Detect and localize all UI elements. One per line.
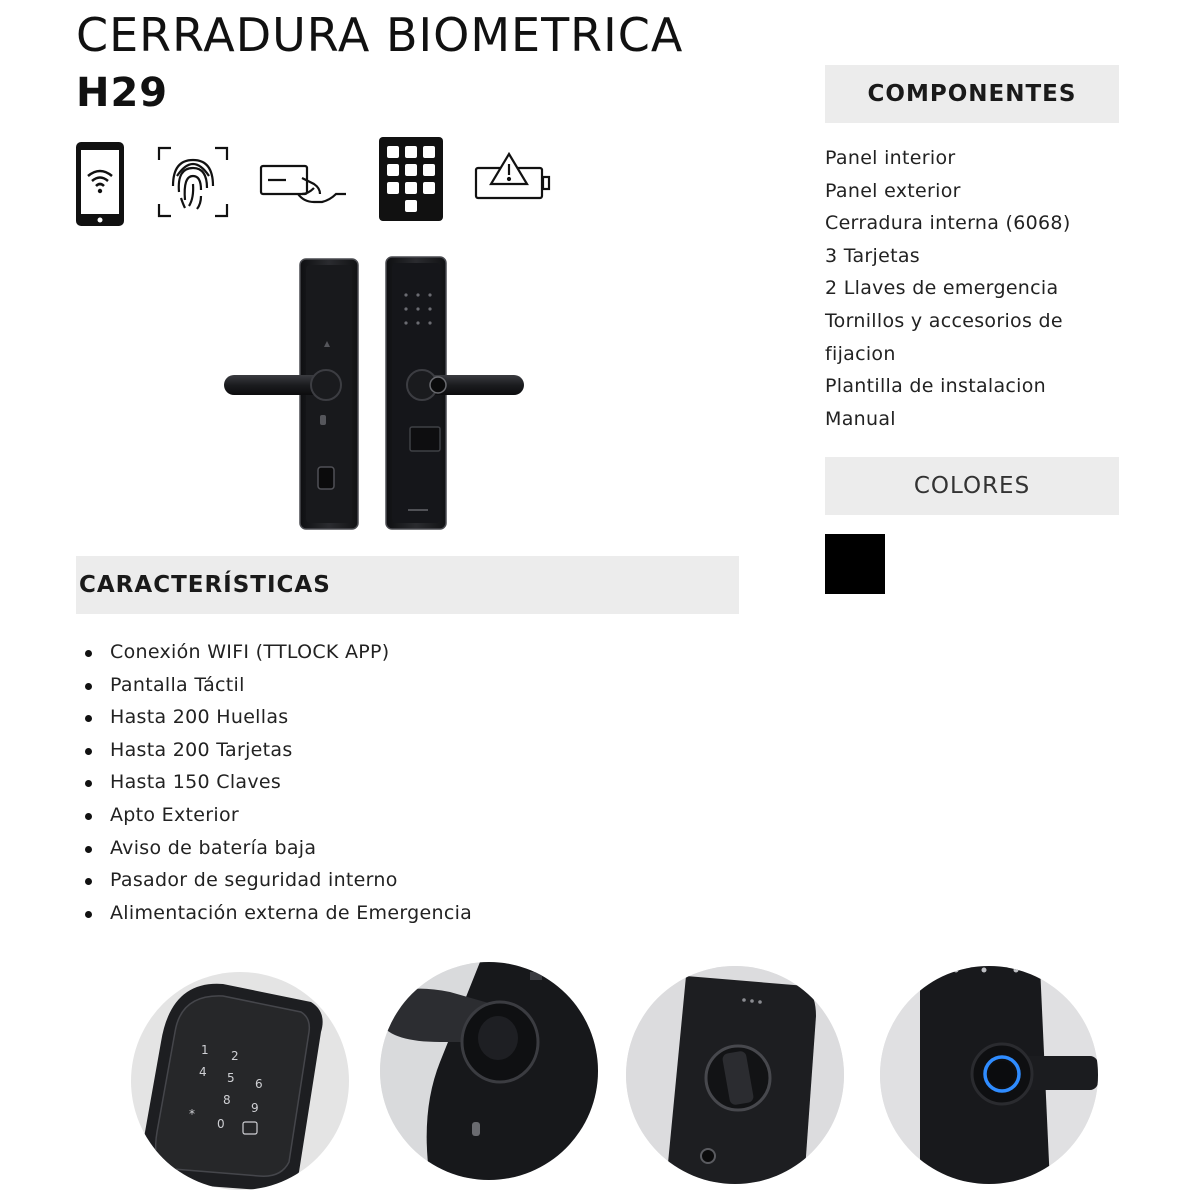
components-heading: COMPONENTES (867, 81, 1077, 107)
list-item: Apto Exterior (82, 799, 472, 832)
svg-text:9: 9 (251, 1101, 259, 1115)
list-item: Tornillos y accesorios de (825, 309, 1063, 332)
svg-text:1: 1 (201, 1043, 209, 1057)
smartphone-wifi-icon (74, 140, 126, 228)
svg-text:6: 6 (255, 1077, 263, 1091)
keypad-icon (378, 136, 444, 222)
list-item: Hasta 150 Claves (82, 766, 472, 799)
svg-text:4: 4 (199, 1065, 207, 1079)
features-heading: CARACTERÍSTICAS (79, 572, 331, 598)
list-item: 2 Llaves de emergencia (825, 277, 1059, 300)
list-item: Hasta 200 Tarjetas (82, 734, 472, 767)
list-item: Plantilla de instalacion (825, 375, 1047, 398)
list-item: fijacion (825, 342, 896, 365)
list-item: Manual (825, 407, 896, 430)
features-list (82, 636, 472, 929)
colors-header (825, 457, 1119, 515)
list-item: Cerradura interna (6068) (825, 212, 1071, 235)
colors-heading: COLORES (913, 473, 1031, 499)
components-list (825, 142, 1125, 435)
svg-text:2: 2 (231, 1049, 239, 1063)
detail-photo-keypad (131, 972, 349, 1190)
components-header (825, 65, 1119, 123)
color-swatch-black (825, 534, 885, 594)
svg-text:0: 0 (217, 1117, 225, 1131)
list-item: Panel exterior (825, 179, 961, 202)
low-battery-warning-icon (473, 152, 553, 202)
list-item: Alimentación externa de Emergencia (82, 897, 472, 930)
detail-photo-handle (380, 962, 598, 1180)
list-item: Pantalla Táctil (82, 669, 472, 702)
card-hand-icon (258, 158, 348, 208)
svg-text:5: 5 (227, 1071, 235, 1085)
features-header (76, 556, 739, 614)
list-item: Conexión WIFI (TTLOCK APP) (82, 636, 472, 669)
list-item: Aviso de batería baja (82, 832, 472, 865)
model-name: H29 (76, 70, 169, 116)
svg-text:*: * (189, 1107, 195, 1121)
detail-photo-fingerprint-reader (880, 966, 1098, 1184)
fingerprint-icon (157, 146, 229, 218)
svg-text:8: 8 (223, 1093, 231, 1107)
list-item: Panel interior (825, 147, 956, 169)
list-item: Hasta 200 Huellas (82, 701, 472, 734)
page-title: CERRADURA BIOMETRICA (76, 8, 684, 62)
list-item: Pasador de seguridad interno (82, 864, 472, 897)
detail-photo-thumbturn (626, 966, 844, 1184)
lock-product-image (220, 255, 530, 535)
list-item: 3 Tarjetas (825, 244, 921, 267)
